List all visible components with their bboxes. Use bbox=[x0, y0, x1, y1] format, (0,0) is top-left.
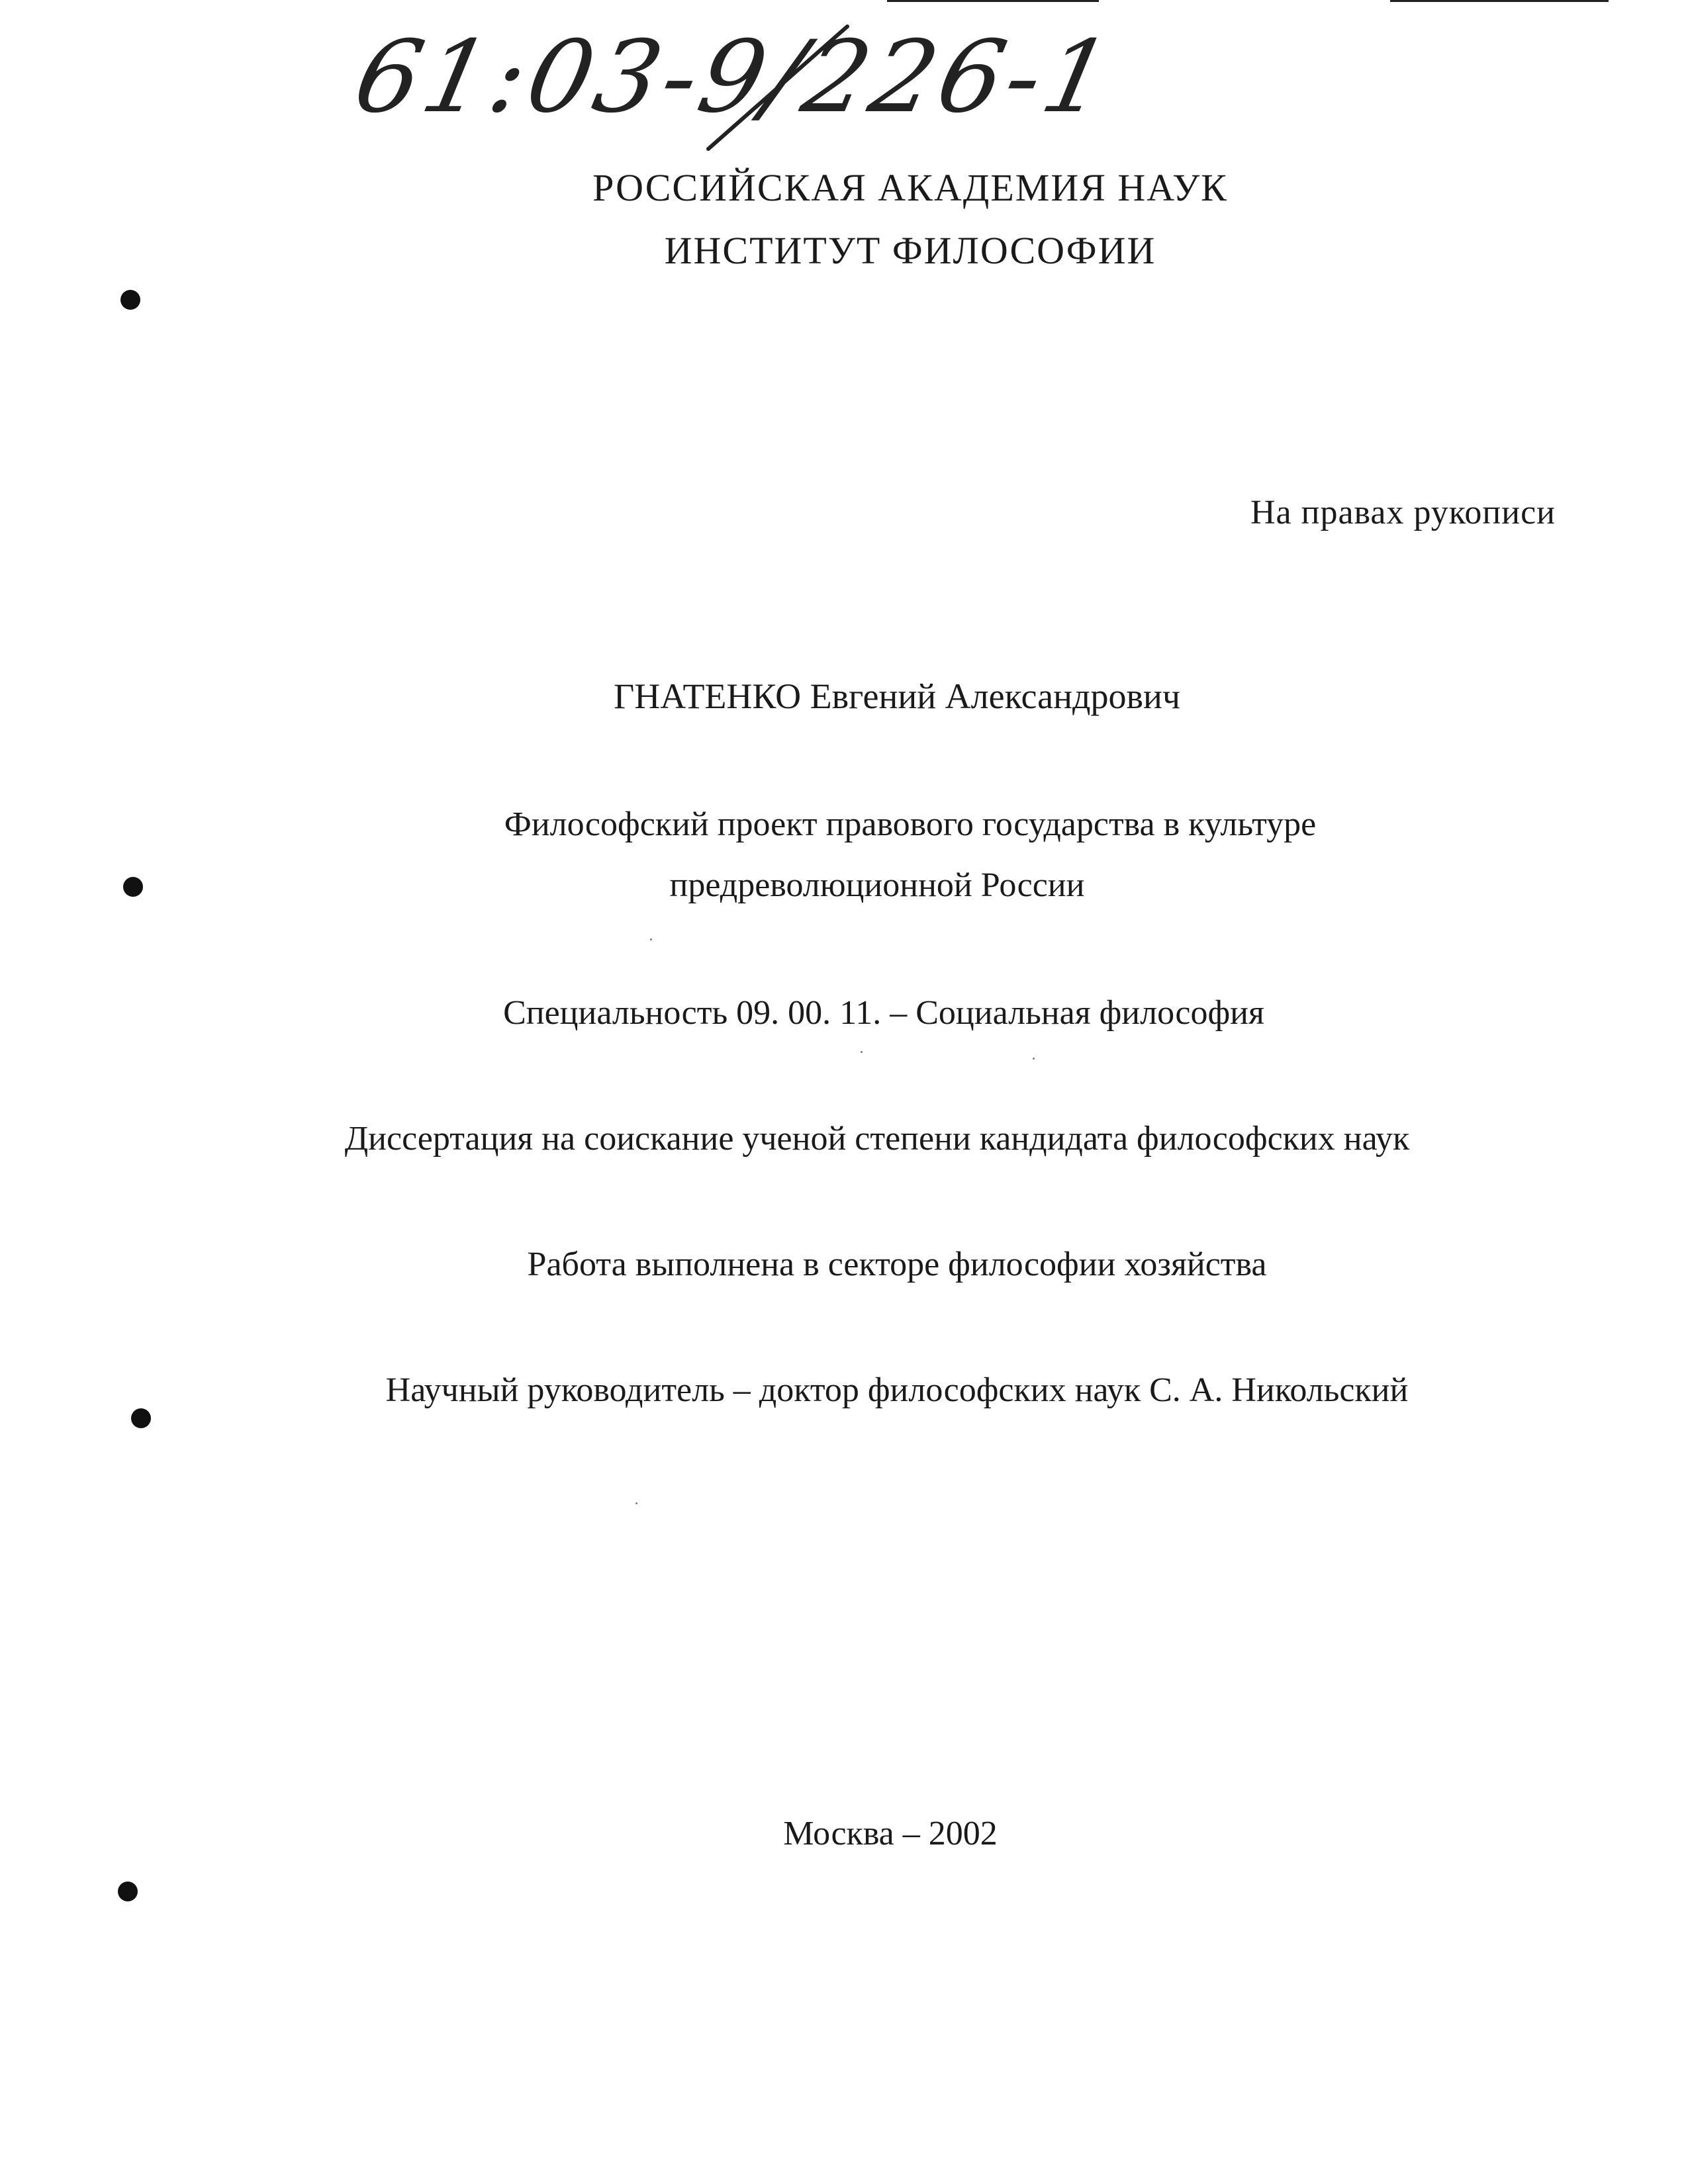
handwritten-archive-number-text: 61:03-9/226-1 bbox=[345, 20, 1124, 135]
dissertation-title-line1: Философский проект правового государства в культуре bbox=[504, 805, 1317, 843]
dissertation-title-line2: предреволюционной России bbox=[669, 866, 1085, 904]
handwritten-slash-stroke bbox=[357, 20, 1086, 159]
scan-speck bbox=[1033, 1058, 1035, 1060]
dissertation-statement: Диссертация на соискание ученой степени кандидата философских наук bbox=[344, 1120, 1410, 1158]
punch-hole-2 bbox=[123, 877, 143, 897]
handwritten-archive-number bbox=[345, 20, 1124, 159]
place-year: Москва – 2002 bbox=[783, 1815, 998, 1852]
scan-speck bbox=[861, 1051, 863, 1053]
top-edge-rule-left bbox=[887, 0, 1099, 2]
supervisor: Научный руководитель – доктор философских наук С. А. Никольский bbox=[385, 1371, 1409, 1409]
scan-speck bbox=[650, 938, 652, 940]
author-name: ГНАТЕНКО Евгений Александрович bbox=[613, 676, 1180, 716]
punch-hole-4 bbox=[118, 1882, 138, 1901]
institute-header: ИНСТИТУТ ФИЛОСОФИИ bbox=[664, 229, 1156, 272]
scan-speck bbox=[635, 1502, 637, 1504]
top-edge-rule-right bbox=[1390, 0, 1609, 2]
academy-header: РОССИЙСКАЯ АКАДЕМИЯ НАУК bbox=[592, 166, 1228, 209]
punch-hole-3 bbox=[131, 1408, 151, 1428]
department: Работа выполнена в секторе философии хозяйства bbox=[527, 1246, 1267, 1283]
specialty: Специальность 09. 00. 11. – Социальная философия bbox=[503, 994, 1264, 1032]
punch-hole-1 bbox=[120, 290, 140, 310]
manuscript-note: На правах рукописи bbox=[1250, 494, 1556, 531]
